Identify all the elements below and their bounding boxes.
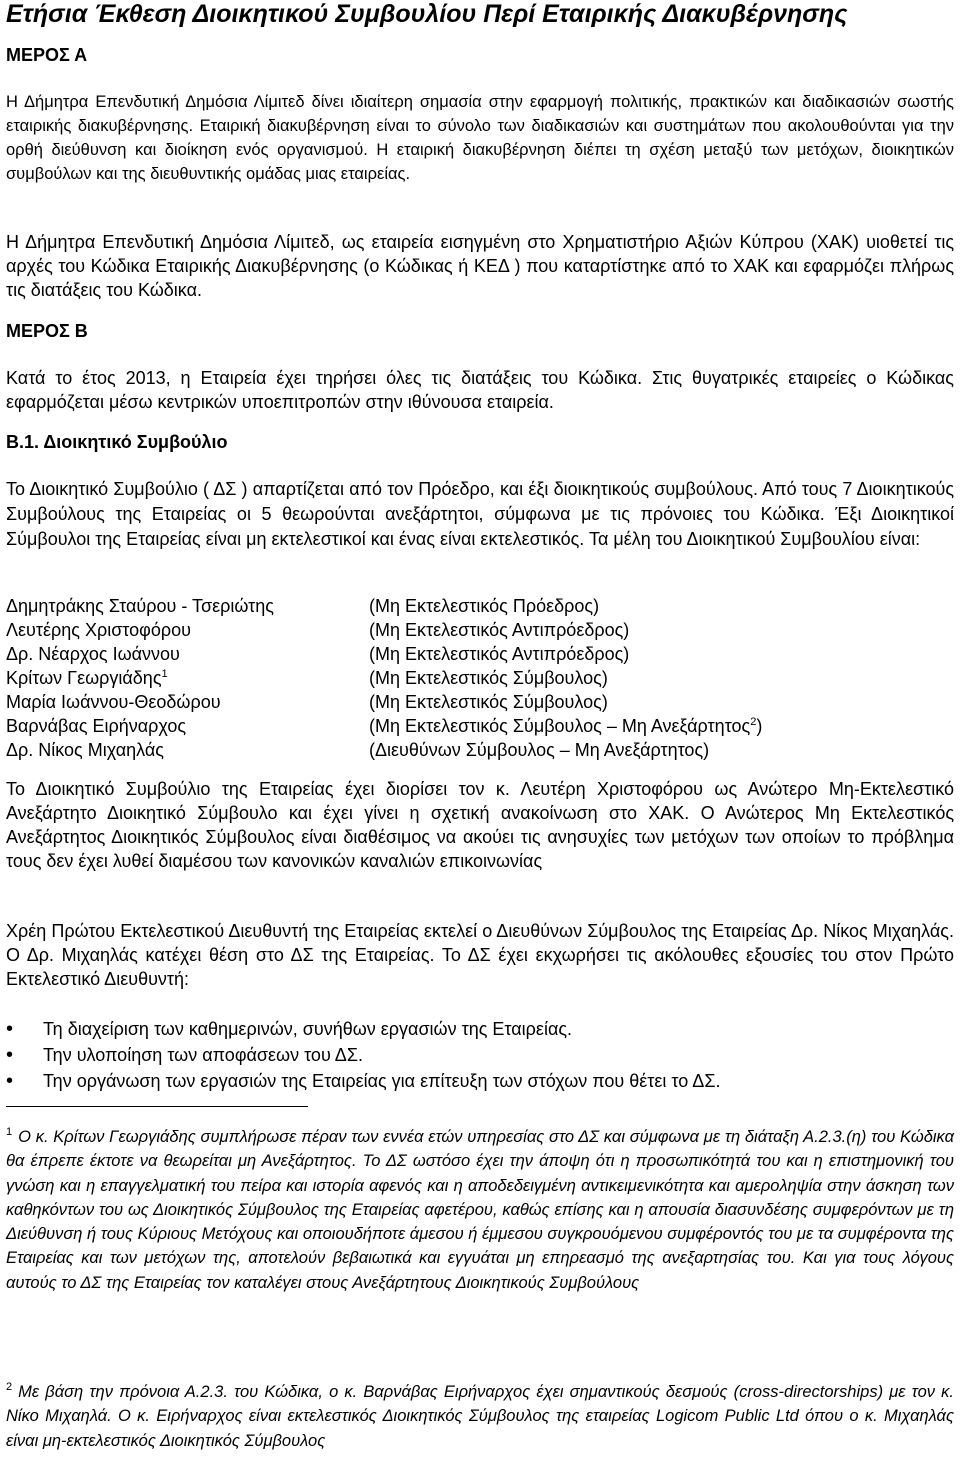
board-paragraph-2: Το Διοικητικό Συμβούλιο της Εταιρείας έχει διορίσει τον κ. Λευτέρη Χριστοφόρου ως Ανώτερο Μη-Εκτελεστικό Ανεξάρτητο Διοικητικό Σύμβουλο και έχει γίνει η σχετική ανακοίνωση στο ΧΑΚ. Ο Ανώτερος Μη Εκτελεστικός Ανεξάρτητος Διοικητικός Σύμβουλος είναι διαθέσιμος να ακούει τις ανησυχίες των μετόχων των οποίων το πρόβλημα τους δεν έχει λυθεί διαμέσου των κανονικών καναλιών επικοινωνίας	[6, 779, 954, 871]
member-role: (Μη Εκτελεστικός Σύμβουλος – Μη Ανεξάρτητος$^2$)	[369, 716, 763, 736]
member-name: Λευτέρης Χριστοφόρου	[6, 620, 191, 640]
part-a-paragraph-1: Η Δήμητρα Επενδυτική Δημόσια Λίμιτεδ δίνει ιδιαίτερη σημασία στην εφαρμογή πολιτικής, πρακτικών και διαδικασιών σωστής εταιρικής διακυβέρνησης. Εταιρική διακυβέρνηση είναι το σύνολο των διαδικασιών και συστημάτων που ακολουθούνται για την ορθή διεύθυνση και διοίκηση ενός οργανισμού. Η εταιρική διακυβέρνηση διέπει τη σχέση μεταξύ των μετόχων, διοικητικών συμβούλων και της διευθυντικής ομάδας μιας εταιρείας.	[6, 93, 954, 183]
board-member-row	[6, 690, 906, 714]
list-item: • Τη διαχείριση των καθημερινών, συνήθων εργασιών της Εταιρείας.	[6, 1016, 946, 1042]
footnote-ref-2: 2	[750, 716, 757, 728]
board-member-row	[6, 738, 906, 762]
board-member-row	[6, 666, 906, 690]
part-b-heading: ΜΕΡΟΣ Β	[6, 321, 88, 341]
footnote-2	[6, 1380, 954, 1453]
delegated-powers-list	[6, 1016, 946, 1094]
member-name: Κρίτων Γεωργιάδης$^1$	[6, 668, 168, 688]
footnote-1-text: Ο κ. Κρίτων Γεωργιάδης συμπλήρωσε πέραν των εννέα ετών υπηρεσίας στο ΔΣ και σύμφωνα με τη διάταξη Α.2.3.(η) του Κώδικα θα έπρεπε έκτοτε να θεωρείται μη Ανεξάρτητος. Το ΔΣ ωστόσο έχει την άποψη ότι η προσωπικότητά του και η επιστημονική του γνώση και η επαγγελματική του πείρα και ιστορία αφενός και η αποδεδειγμένη αντικειμενικότητα και αμεροληψία στην άσκηση των καθηκόντων του ως Διοικητικός Σύμβουλος της Εταιρείας αφετέρου, καθώς επίσης και η απουσία διασυνδέσης συμφερόντων με τη Διεύθυνση ή τους Κύριους Μετόχους και οποιουδήποτε άμεσου ή έμμεσου συγκρουόμενου συμφέροντός του με τα συμφέροντα της Εταιρείας και των μετόχων της, αποτελούν βεβαιωτικά και εγγυάται μη επηρεασμό της ανεξαρτησίας του. Και για τους λόγους αυτούς το ΔΣ της Εταιρείας τον καταλέγει στους Ανεξάρτητους Διοικητικούς Συμβούλους	[6, 1128, 954, 1292]
member-role: (Διευθύνων Σύμβουλος – Μη Ανεξάρτητος)	[369, 740, 710, 760]
footnote-1-mark: 1	[6, 1126, 13, 1138]
list-item: • Την υλοποίηση των αποφάσεων του ΔΣ.	[6, 1042, 946, 1068]
member-role: (Μη Εκτελεστικός Πρόεδρος)	[369, 596, 600, 616]
board-section-heading: Β.1. Διοικητικό Συμβούλιο	[6, 432, 228, 452]
footnote-separator	[6, 1106, 308, 1107]
board-member-row	[6, 594, 906, 618]
member-name: Βαρνάβας Ειρήναρχος	[6, 716, 187, 736]
board-members-list	[6, 594, 906, 762]
footnote-2-text: Με βάση την πρόνοια Α.2.3. του Κώδικα, ο κ. Βαρνάβας Ειρήναρχος έχει σημαντικούς δεσμούς (cross-directorships) με τον κ. Νίκο Μιχαηλά. Ο κ. Ειρήναρχος είναι εκτελεστικός Διοικητικός Σύμβουλος της εταιρείας Logicom Public Ltd όπου ο κ. Μιχαηλάς είναι μη-εκτελεστικός Διοικητικός Σύμβουλος	[6, 1383, 954, 1450]
board-member-row	[6, 642, 906, 666]
member-role: (Μη Εκτελεστικός Σύμβουλος)	[369, 668, 608, 688]
board-member-row	[6, 714, 906, 738]
footnote-2-mark: 2	[6, 1381, 13, 1393]
part-a-heading: ΜΕΡΟΣ Α	[6, 45, 88, 65]
member-role: (Μη Εκτελεστικός Αντιπρόεδρος)	[369, 620, 630, 640]
footnote-ref-1: 1	[161, 668, 168, 680]
document-title: Ετήσια Έκθεση Διοικητικού Συμβουλίου Περί Εταιρικής Διακυβέρνησης	[6, 0, 848, 28]
member-name: Δρ. Νίκος Μιχαηλάς	[6, 740, 164, 760]
list-item: • Την οργάνωση των εργασιών της Εταιρείας για επίτευξη των στόχων που θέτει το ΔΣ.	[6, 1068, 946, 1094]
member-name: Δημητράκης Σταύρου - Τσεριώτης	[6, 596, 274, 616]
member-name: Μαρία Ιωάννου-Θεοδώρου	[6, 692, 221, 712]
footnote-1	[6, 1125, 954, 1295]
board-paragraph-3: Χρέη Πρώτου Εκτελεστικού Διευθυντή της Εταιρείας εκτελεί ο Διευθύνων Σύμβουλος της Εταιρείας Δρ. Νίκος Μιχαηλάς. Ο Δρ. Μιχαηλάς κατέχει θέση στο ΔΣ της Εταιρείας. Το ΔΣ έχει εκχωρήσει τις ακόλουθες εξουσίες του στον Πρώτο Εκτελεστικό Διευθυντή:	[6, 921, 954, 989]
board-paragraph-1: Το Διοικητικό Συμβούλιο ( ΔΣ ) απαρτίζεται από τον Πρόεδρο, και έξι διοικητικούς συμβούλους. Από τους 7 Διοικητικούς Συμβούλους της Εταιρείας οι 5 θεωρούνται ανεξάρτητοι, σύμφωνα με τις πρόνοιες του Κώδικα. Έξι Διοικητικοί Σύμβουλοι της Εταιρείας είναι μη εκτελεστικοί και ένας είναι εκτελεστικός. Τα μέλη του Διοικητικού Συμβουλίου είναι:	[6, 479, 954, 549]
member-role: (Μη Εκτελεστικός Σύμβουλος)	[369, 692, 608, 712]
board-member-row	[6, 618, 906, 642]
part-b-paragraph-1: Κατά το έτος 2013, η Εταιρεία έχει τηρήσει όλες τις διατάξεις του Κώδικα. Στις θυγατρικές εταιρείες ο Κώδικας εφαρμόζεται μέσω κεντρικών υποεπιτροπών στην ιθύνουσα εταιρεία.	[6, 368, 954, 412]
member-role: (Μη Εκτελεστικός Αντιπρόεδρος)	[369, 644, 630, 664]
part-a-paragraph-2: Η Δήμητρα Επενδυτική Δημόσια Λίμιτεδ, ως εταιρεία εισηγμένη στο Χρηματιστήριο Αξιών Κύπρου (ΧΑΚ) υιοθετεί τις αρχές του Κώδικα Εταιρικής Διακυβέρνησης (ο Κώδικας ή ΚΕΔ ) που καταρτίστηκε από το ΧΑΚ και εφαρμόζει πλήρως τις διατάξεις του Κώδικα.	[6, 232, 954, 300]
member-name: Δρ. Νέαρχος Ιωάννου	[6, 644, 180, 664]
